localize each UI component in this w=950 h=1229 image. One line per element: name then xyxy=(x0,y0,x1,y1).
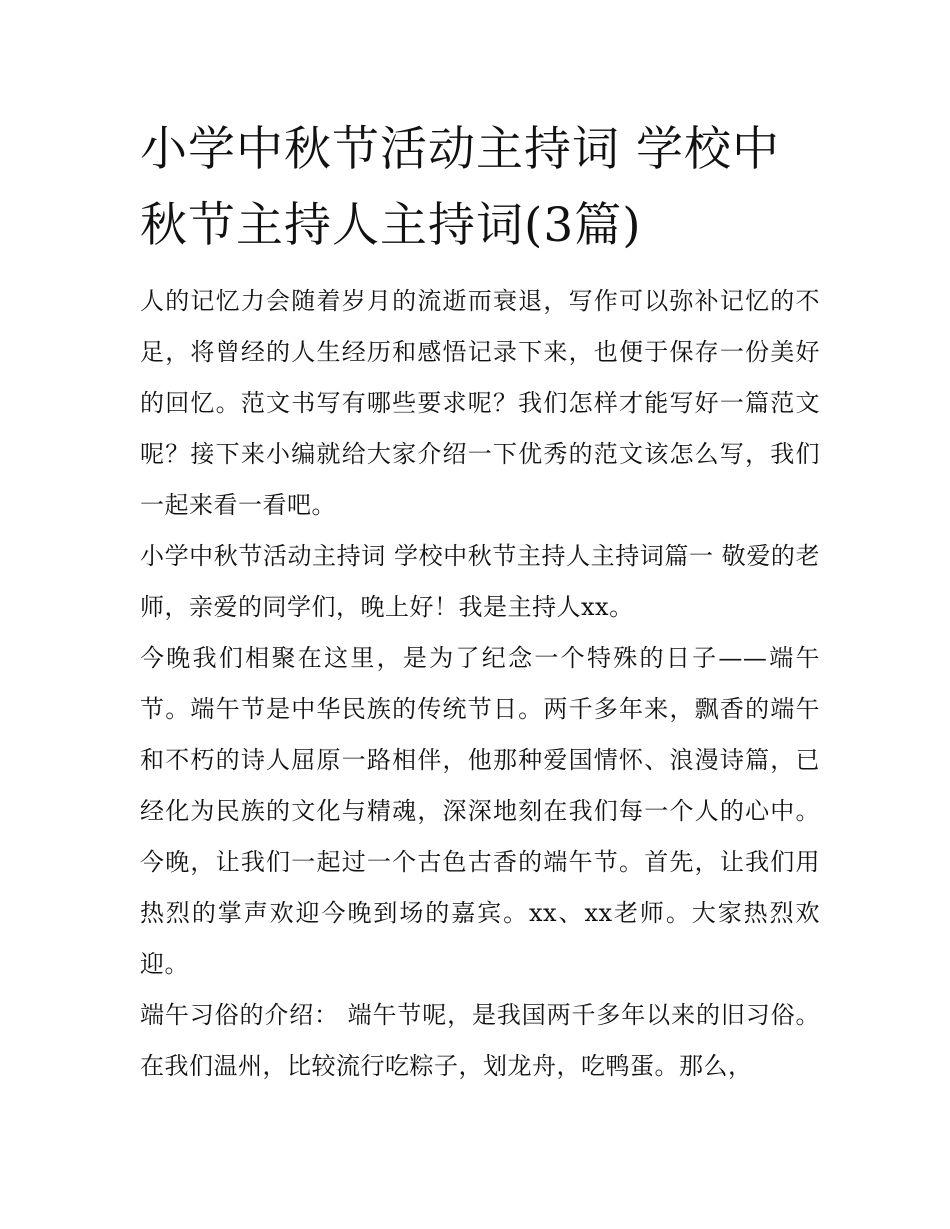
intro-paragraph: 人的记忆力会随着岁月的流逝而衰退，写作可以弥补记忆的不足，将曾经的人生经历和感悟记录下来，也便于保存一份美好的回忆。范文书写有哪些要求呢？我们怎样才能写好一篇范文呢？接下来小编就给大家介绍一下优秀的范文该怎么写，我们一起来看一看吧。 xyxy=(140,287,820,519)
document-body xyxy=(140,112,820,1092)
customs-paragraph: 端午习俗的介绍： 端午节呢，是我国两千多年以来的旧习俗。在我们温州，比较流行吃粽子，划龙舟，吃鸭蛋。那么， xyxy=(140,1001,820,1080)
festival-paragraph: 今晚我们相聚在这里，是为了纪念一个特殊的日子——端午节。端午节是中华民族的传统节日。两千多年来，飘香的端午和不朽的诗人屈原一路相伴，他那种爱国情怀、浪漫诗篇，已经化为民族的文化与精魂，深深地刻在我们每一个人的心中。今晚，让我们一起过一个古色古香的端午节。首先，让我们用热烈的掌声欢迎今晚到场的嘉宾。xx、xx老师。大家热烈欢迎。 xyxy=(140,644,820,978)
document-title: 小学中秋节活动主持词 学校中秋节主持人主持词(3篇) xyxy=(140,122,780,253)
greeting-paragraph: 小学中秋节活动主持词 学校中秋节主持人主持词篇一 敬爱的老师，亲爱的同学们，晚上好！我是主持人xx。 xyxy=(140,542,820,621)
